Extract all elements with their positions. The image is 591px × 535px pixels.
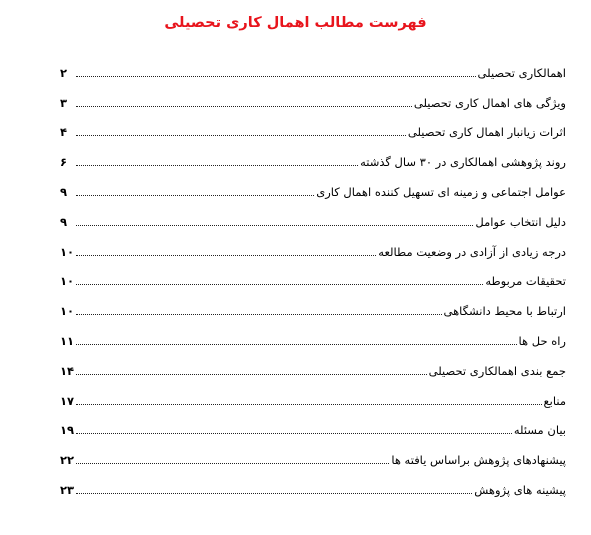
toc-page-number: ۹: [60, 214, 68, 229]
toc-entry: [60, 438, 566, 468]
dot-leader: [76, 493, 472, 494]
dot-leader: [76, 284, 483, 285]
toc-entry-title: درجه زیادی از آزادی در وضعیت مطالعه: [378, 244, 566, 259]
toc-page-number: ۱۱: [60, 333, 75, 348]
toc-entry: [60, 51, 566, 81]
dot-leader: [76, 374, 427, 375]
toc-entry: [60, 170, 566, 200]
toc-entry-title: تحقیقات مربوطه: [485, 274, 566, 289]
toc-entry-title: روند پژوهشی اهمالکاری در ۳۰ سال گذشته: [360, 155, 566, 170]
toc-page-number: ۶: [60, 155, 68, 170]
toc-entry: [60, 230, 566, 260]
toc-page-number: ۱۰: [60, 244, 75, 259]
table-of-contents: [60, 51, 566, 498]
toc-page-number: ۳: [60, 95, 68, 110]
toc-page-number: ۹: [60, 184, 68, 199]
toc-page-number: ۲۳: [60, 482, 75, 497]
toc-entry-title: اثرات زیانبار اهمال کاری تحصیلی: [407, 125, 566, 140]
toc-entry-title: پیشنهادهای پژوهش براساس یافته ها: [391, 453, 566, 468]
toc-entry-title: دلیل انتخاب عوامل: [475, 214, 566, 229]
toc-entry: [60, 349, 566, 379]
toc-entry-title: جمع بندی اهمالکاری تحصیلی: [428, 363, 566, 378]
toc-page-number: ۱۷: [60, 393, 75, 408]
toc-entry-title: ویژگی های اهمال کاری تحصیلی: [413, 95, 566, 110]
toc-page-number: ۴: [60, 125, 68, 140]
dot-leader: [76, 135, 406, 136]
toc-entry-title: اهمالکاری تحصیلی: [477, 65, 566, 80]
toc-entry: [60, 111, 566, 141]
toc-entry: [60, 409, 566, 439]
dot-leader: [76, 195, 314, 196]
toc-entry: [60, 379, 566, 409]
dot-leader: [76, 314, 441, 315]
dot-leader: [76, 344, 516, 345]
toc-entry: [60, 468, 566, 498]
dot-leader: [76, 433, 512, 434]
toc-entry: [60, 81, 566, 111]
toc-entry-title: راه حل ها: [518, 333, 566, 348]
dot-leader: [76, 225, 473, 226]
toc-entry: [60, 140, 566, 170]
toc-entry-title: عوامل اجتماعی و زمینه ای تسهیل کننده اهمال کاری: [316, 184, 566, 199]
toc-page-number: ۱۰: [60, 274, 75, 289]
dot-leader: [76, 463, 389, 464]
dot-leader: [76, 76, 476, 77]
dot-leader: [76, 404, 541, 405]
page-title: فهرست مطالب اهمال کاری تحصیلی: [164, 15, 427, 31]
toc-page-number: ۱۹: [60, 423, 75, 438]
dot-leader: [76, 106, 412, 107]
toc-entry-title: منابع: [543, 393, 566, 408]
toc-page-number: ۱۴: [60, 363, 75, 378]
toc-entry: [60, 319, 566, 349]
toc-page-number: ۱۰: [60, 304, 75, 319]
toc-entry: [60, 289, 566, 319]
toc-entry: [60, 260, 566, 290]
toc-entry-title: پیشینه های پژوهش: [474, 482, 566, 497]
toc-entry-title: ارتباط با محیط دانشگاهی: [443, 304, 566, 319]
toc-entry: [60, 200, 566, 230]
dot-leader: [76, 165, 358, 166]
toc-page-number: ۲۲: [60, 453, 75, 468]
toc-page-number: ۲: [60, 65, 68, 80]
dot-leader: [76, 255, 376, 256]
toc-entry-title: بیان مسئله: [513, 423, 566, 438]
